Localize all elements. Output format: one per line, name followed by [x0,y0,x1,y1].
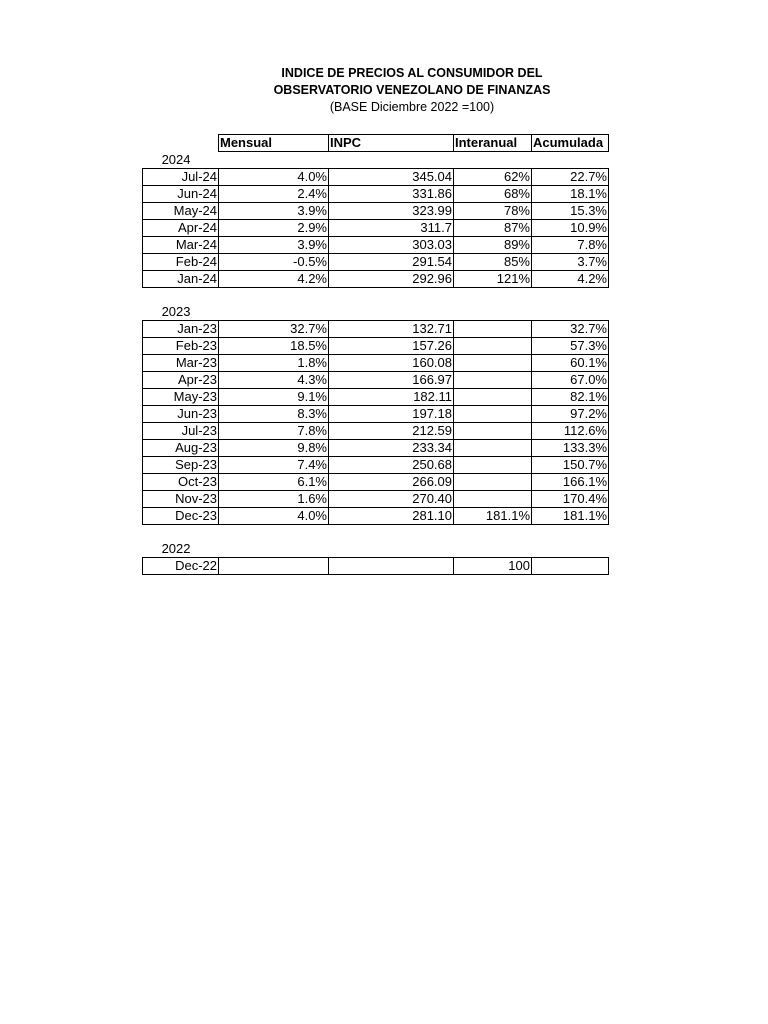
table-row [143,372,609,389]
inpc-cell: 250.68 [329,457,454,474]
date-cell: Aug-23 [143,440,219,457]
year-row-empty-cell [219,541,329,558]
inpc-cell: 132.71 [329,321,454,338]
date-cell: Dec-23 [143,508,219,525]
year-label: 2022 [161,541,191,556]
interanual-cell: 68% [454,186,532,203]
inpc-cell: 303.03 [329,237,454,254]
interanual-cell [454,457,532,474]
table-row [143,423,609,440]
date-cell: Jun-23 [143,406,219,423]
inpc-table-body [143,135,609,575]
inpc-cell: 160.08 [329,355,454,372]
mensual-cell: 4.0% [219,508,329,525]
mensual-cell: 7.4% [219,457,329,474]
interanual-cell [454,389,532,406]
mensual-cell: -0.5% [219,254,329,271]
table-row [143,321,609,338]
inpc-cell: 166.97 [329,372,454,389]
year-row-empty-cell [219,152,329,169]
interanual-cell [454,406,532,423]
date-cell: Feb-23 [143,338,219,355]
interanual-cell [454,338,532,355]
mensual-cell: 4.3% [219,372,329,389]
table-row [143,169,609,186]
header-mensual: Mensual [219,135,329,152]
year-row-empty-cell [454,541,532,558]
acumulada-cell: 181.1% [532,508,609,525]
acumulada-cell: 18.1% [532,186,609,203]
date-cell: Jan-23 [143,321,219,338]
table-row [143,237,609,254]
inpc-cell: 345.04 [329,169,454,186]
acumulada-cell: 3.7% [532,254,609,271]
year-row-empty-cell [329,541,454,558]
year-row-empty-cell [454,304,532,321]
mensual-cell: 6.1% [219,474,329,491]
year-row-empty-cell [454,152,532,169]
page-title-line-1: INDICE DE PRECIOS AL CONSUMIDOR DEL [281,66,543,80]
page-subtitle: (BASE Diciembre 2022 =100) [329,100,495,114]
interanual-cell [454,321,532,338]
acumulada-cell: 10.9% [532,220,609,237]
acumulada-cell: 166.1% [532,474,609,491]
interanual-cell [454,474,532,491]
inpc-cell: 270.40 [329,491,454,508]
spacer-row [143,525,609,542]
inpc-cell: 323.99 [329,203,454,220]
interanual-cell: 62% [454,169,532,186]
interanual-cell: 100 [454,558,532,575]
date-cell: Jul-23 [143,423,219,440]
acumulada-cell: 82.1% [532,389,609,406]
mensual-cell [219,558,329,575]
acumulada-cell: 4.2% [532,271,609,288]
date-cell: Mar-23 [143,355,219,372]
year-row-empty-cell [532,304,609,321]
table-row [143,440,609,457]
inpc-cell: 182.11 [329,389,454,406]
mensual-cell: 3.9% [219,203,329,220]
spacer-cell [143,288,609,305]
year-row [143,541,609,558]
page-title-line-2: OBSERVATORIO VENEZOLANO DE FINANZAS [273,83,551,97]
inpc-cell: 311.7 [329,220,454,237]
date-cell: Dec-22 [143,558,219,575]
inpc-cell: 197.18 [329,406,454,423]
acumulada-cell: 60.1% [532,355,609,372]
mensual-cell: 7.8% [219,423,329,440]
date-cell: Jul-24 [143,169,219,186]
acumulada-cell: 32.7% [532,321,609,338]
acumulada-cell: 133.3% [532,440,609,457]
interanual-cell: 85% [454,254,532,271]
spacer-cell [143,525,609,542]
mensual-cell: 1.6% [219,491,329,508]
year-row-empty-cell [532,152,609,169]
date-cell: Nov-23 [143,491,219,508]
interanual-cell [454,491,532,508]
table-row [143,457,609,474]
mensual-cell: 1.8% [219,355,329,372]
date-cell: May-24 [143,203,219,220]
interanual-cell: 89% [454,237,532,254]
acumulada-cell: 15.3% [532,203,609,220]
inpc-cell: 157.26 [329,338,454,355]
date-cell: Jan-24 [143,271,219,288]
table-row [143,254,609,271]
date-cell: Sep-23 [143,457,219,474]
table-row [143,389,609,406]
mensual-cell: 4.2% [219,271,329,288]
acumulada-cell: 67.0% [532,372,609,389]
year-row-empty-cell [532,541,609,558]
date-cell: May-23 [143,389,219,406]
table-row [143,220,609,237]
interanual-cell: 121% [454,271,532,288]
mensual-cell: 18.5% [219,338,329,355]
acumulada-cell: 170.4% [532,491,609,508]
table-row [143,355,609,372]
date-cell: Apr-23 [143,372,219,389]
acumulada-cell: 150.7% [532,457,609,474]
header-inpc: INPC [329,135,454,152]
table-row [143,338,609,355]
date-cell: Jun-24 [143,186,219,203]
mensual-cell: 2.9% [219,220,329,237]
spacer-row [143,288,609,305]
table-row [143,406,609,423]
mensual-cell: 4.0% [219,169,329,186]
acumulada-cell: 7.8% [532,237,609,254]
interanual-cell: 78% [454,203,532,220]
header-empty-cell [143,135,219,152]
acumulada-cell: 57.3% [532,338,609,355]
inpc-cell: 331.86 [329,186,454,203]
inpc-table [142,134,609,575]
table-row [143,186,609,203]
interanual-cell: 87% [454,220,532,237]
header-acumulada: Acumulada [532,135,609,152]
mensual-cell: 9.8% [219,440,329,457]
year-label: 2024 [161,151,191,167]
header-row [143,135,609,152]
year-row-empty-cell [329,152,454,169]
date-cell: Feb-24 [143,254,219,271]
interanual-cell [454,440,532,457]
mensual-cell: 8.3% [219,406,329,423]
interanual-cell [454,355,532,372]
table-row [143,491,609,508]
acumulada-cell: 97.2% [532,406,609,423]
interanual-cell [454,372,532,389]
mensual-cell: 9.1% [219,389,329,406]
acumulada-cell: 112.6% [532,423,609,440]
table-row [143,474,609,491]
inpc-cell: 233.34 [329,440,454,457]
table-row [143,271,609,288]
acumulada-cell: 22.7% [532,169,609,186]
inpc-cell: 281.10 [329,508,454,525]
inpc-cell [329,558,454,575]
table-row [143,508,609,525]
year-row [143,152,609,169]
mensual-cell: 3.9% [219,237,329,254]
year-row [143,304,609,321]
interanual-cell [454,423,532,440]
date-cell: Apr-24 [143,220,219,237]
inpc-cell: 292.96 [329,271,454,288]
inpc-cell: 212.59 [329,423,454,440]
mensual-cell: 2.4% [219,186,329,203]
header-interanual: Interanual [454,135,532,152]
acumulada-cell [532,558,609,575]
table-row [143,558,609,575]
inpc-cell: 291.54 [329,254,454,271]
date-cell: Oct-23 [143,474,219,491]
date-cell: Mar-24 [143,237,219,254]
year-row-empty-cell [329,304,454,321]
year-label: 2023 [161,304,191,319]
table-row [143,203,609,220]
mensual-cell: 32.7% [219,321,329,338]
inpc-cell: 266.09 [329,474,454,491]
year-row-empty-cell [219,304,329,321]
interanual-cell: 181.1% [454,508,532,525]
